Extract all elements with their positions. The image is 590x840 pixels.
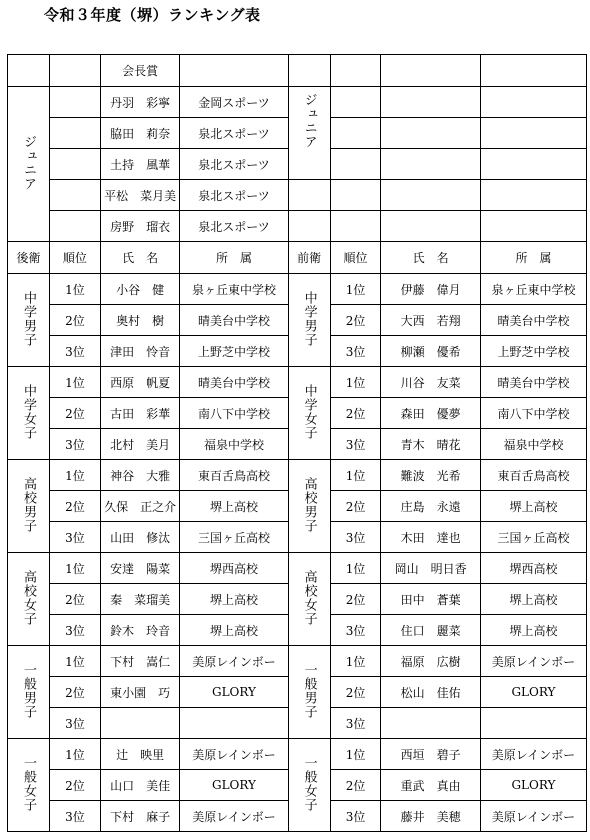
back-player-affiliation: 南八下中学校	[180, 398, 288, 429]
rank-cell: 2位	[49, 491, 100, 522]
award-empty-cell	[381, 180, 480, 211]
front-player-affiliation: GLORY	[480, 770, 586, 801]
award-empty-cell	[288, 211, 330, 242]
category-label: 高校女子	[20, 569, 36, 626]
ranking-row	[8, 460, 587, 491]
award-empty-cell	[480, 211, 586, 242]
back-player-affiliation: 堺西高校	[180, 553, 288, 584]
back-player-name	[100, 708, 180, 739]
award-empty-cell	[480, 87, 586, 118]
category-label-cell-right	[288, 367, 330, 460]
category-label-cell	[8, 553, 50, 646]
ranking-table	[7, 54, 587, 832]
award-empty-cell	[381, 149, 480, 180]
rank-cell: 1位	[49, 739, 100, 770]
award-header: 会長賞	[100, 55, 180, 87]
back-player-affiliation: 上野芝中学校	[180, 336, 288, 367]
award-name: 脇田 莉奈	[100, 118, 180, 149]
front-player-name	[381, 708, 480, 739]
rank-cell-right: 1位	[330, 646, 381, 677]
front-player-affiliation: 堺上高校	[480, 491, 586, 522]
back-player-affiliation: 美原レインボー	[180, 646, 288, 677]
category-label-right: 高校男子	[301, 476, 317, 533]
front-player-name: 木田 達也	[381, 522, 480, 553]
award-empty-cell	[49, 149, 100, 180]
front-player-name: 難波 光希	[381, 460, 480, 491]
back-player-affiliation: 三国ヶ丘高校	[180, 522, 288, 553]
rank-cell: 2位	[49, 677, 100, 708]
back-player-name: 神谷 大雅	[100, 460, 180, 491]
rank-cell-right: 2位	[330, 677, 381, 708]
back-player-name: 山口 美佳	[100, 770, 180, 801]
back-player-name: 辻 映里	[100, 739, 180, 770]
back-player-affiliation: GLORY	[180, 770, 288, 801]
rank-cell-right: 2位	[330, 398, 381, 429]
front-player-name: 庄島 永遠	[381, 491, 480, 522]
award-empty-cell	[49, 211, 100, 242]
front-player-affiliation: 美原レインボー	[480, 801, 586, 832]
back-player-affiliation: 泉ヶ丘東中学校	[180, 274, 288, 305]
front-player-affiliation: 美原レインボー	[480, 739, 586, 770]
back-player-affiliation: 東百舌鳥高校	[180, 460, 288, 491]
category-label-cell-right	[288, 646, 330, 739]
back-player-name: 西原 帆夏	[100, 367, 180, 398]
back-player-affiliation: GLORY	[180, 677, 288, 708]
front-player-affiliation: 泉ヶ丘東中学校	[480, 274, 586, 305]
front-player-affiliation: 東百舌鳥高校	[480, 460, 586, 491]
rank-cell: 1位	[49, 460, 100, 491]
rank-cell: 1位	[49, 553, 100, 584]
front-player-affiliation: 福泉中学校	[480, 429, 586, 460]
back-player-name: 秦 菜瑠美	[100, 584, 180, 615]
front-player-name: 田中 蒼葉	[381, 584, 480, 615]
rank-cell: 3位	[49, 615, 100, 646]
back-player-affiliation: 晴美台中学校	[180, 367, 288, 398]
front-player-affiliation	[480, 708, 586, 739]
front-player-name: 川谷 友菜	[381, 367, 480, 398]
award-affiliation: 泉北スポーツ	[180, 180, 288, 211]
award-empty-cell	[49, 118, 100, 149]
back-player-name: 東小園 巧	[100, 677, 180, 708]
front-player-affiliation: 上野芝中学校	[480, 336, 586, 367]
rank-cell-right: 1位	[330, 553, 381, 584]
category-label-cell-right	[288, 274, 330, 367]
award-empty-cell	[330, 87, 381, 118]
rank-cell-right: 2位	[330, 305, 381, 336]
award-empty-cell	[381, 118, 480, 149]
category-label-right: 中学女子	[301, 383, 317, 440]
rank-cell-right: 3位	[330, 336, 381, 367]
award-affiliation: 金岡スポーツ	[180, 87, 288, 118]
ranking-row	[8, 274, 587, 305]
rank-cell: 1位	[49, 274, 100, 305]
rank-cell-right: 3位	[330, 708, 381, 739]
name-header: 氏 名	[100, 242, 180, 274]
rank-cell: 3位	[49, 429, 100, 460]
award-group-label: ジュニア	[20, 134, 36, 191]
front-player-name: 青木 晴花	[381, 429, 480, 460]
award-group-label-cell	[8, 87, 50, 242]
name-header-right: 氏 名	[381, 242, 480, 274]
left-position-header: 後衛	[8, 242, 50, 274]
award-empty-cell	[330, 180, 381, 211]
rank-cell-right: 1位	[330, 367, 381, 398]
category-label-right: 中学男子	[301, 290, 317, 347]
award-empty-cell	[480, 149, 586, 180]
back-player-name: 鈴木 玲音	[100, 615, 180, 646]
rank-cell-right: 1位	[330, 460, 381, 491]
front-player-affiliation: 堺上高校	[480, 615, 586, 646]
category-label: 一般女子	[20, 755, 36, 812]
front-player-name: 住口 麗菜	[381, 615, 480, 646]
award-affiliation: 泉北スポーツ	[180, 118, 288, 149]
award-affiliation: 泉北スポーツ	[180, 149, 288, 180]
category-label: 中学男子	[20, 290, 36, 347]
award-name: 房野 瑠衣	[100, 211, 180, 242]
back-player-affiliation: 堺上高校	[180, 584, 288, 615]
back-player-affiliation: 美原レインボー	[180, 739, 288, 770]
back-player-name: 久保 正之介	[100, 491, 180, 522]
award-empty-cell	[49, 87, 100, 118]
back-player-name: 安達 陽菜	[100, 553, 180, 584]
back-player-name: 山田 修汰	[100, 522, 180, 553]
ranking-row	[8, 646, 587, 677]
rank-cell: 1位	[49, 646, 100, 677]
ranking-row	[8, 553, 587, 584]
front-player-name: 西垣 碧子	[381, 739, 480, 770]
category-label-cell-right	[288, 460, 330, 553]
ranking-row	[8, 739, 587, 770]
back-player-name: 奥村 樹	[100, 305, 180, 336]
rank-cell: 2位	[49, 770, 100, 801]
award-name: 土持 風華	[100, 149, 180, 180]
award-name: 平松 菜月美	[100, 180, 180, 211]
front-player-name: 藤井 美穂	[381, 801, 480, 832]
award-empty-cell	[288, 180, 330, 211]
award-header-row	[8, 55, 587, 87]
category-label-cell	[8, 367, 50, 460]
back-player-name: 下村 麻子	[100, 801, 180, 832]
back-player-name: 北村 美月	[100, 429, 180, 460]
category-label-cell	[8, 274, 50, 367]
award-affiliation: 泉北スポーツ	[180, 211, 288, 242]
rank-cell-right: 3位	[330, 615, 381, 646]
award-row	[8, 180, 587, 211]
rank-cell-right: 1位	[330, 739, 381, 770]
column-header-row	[8, 242, 587, 274]
front-player-affiliation: 晴美台中学校	[480, 305, 586, 336]
rank-cell: 3位	[49, 522, 100, 553]
award-name: 丹羽 彩寧	[100, 87, 180, 118]
front-player-affiliation: GLORY	[480, 677, 586, 708]
back-player-affiliation: 美原レインボー	[180, 801, 288, 832]
back-player-affiliation: 堺上高校	[180, 615, 288, 646]
front-player-affiliation: 晴美台中学校	[480, 367, 586, 398]
rank-cell-right: 2位	[330, 491, 381, 522]
award-empty-cell	[480, 118, 586, 149]
rank-cell: 3位	[49, 708, 100, 739]
award-empty-cell	[330, 118, 381, 149]
affiliation-header: 所 属	[180, 242, 288, 274]
rank-header-right: 順位	[330, 242, 381, 274]
rank-cell: 1位	[49, 367, 100, 398]
award-empty-cell	[480, 180, 586, 211]
front-player-name: 大西 若翔	[381, 305, 480, 336]
rank-cell-right: 2位	[330, 770, 381, 801]
rank-cell: 3位	[49, 801, 100, 832]
category-label: 高校男子	[20, 476, 36, 533]
award-empty-cell	[381, 211, 480, 242]
rank-cell: 2位	[49, 305, 100, 336]
back-player-name: 古田 彩華	[100, 398, 180, 429]
back-player-name: 津田 怜音	[100, 336, 180, 367]
category-label-cell-right	[288, 553, 330, 646]
back-player-affiliation: 堺上高校	[180, 491, 288, 522]
category-label-right: 高校女子	[301, 569, 317, 626]
front-player-affiliation: 南八下中学校	[480, 398, 586, 429]
front-player-affiliation: 堺上高校	[480, 584, 586, 615]
category-label-right: 一般女子	[301, 755, 317, 812]
award-right-group-label: ジュニア	[301, 93, 317, 149]
rank-cell: 3位	[49, 336, 100, 367]
page-title: 令和３年度（堺）ランキング表	[44, 6, 261, 24]
front-player-affiliation: 三国ヶ丘高校	[480, 522, 586, 553]
award-right-group-label-cell	[288, 87, 330, 180]
back-player-affiliation	[180, 708, 288, 739]
back-player-name: 小谷 健	[100, 274, 180, 305]
rank-cell-right: 2位	[330, 584, 381, 615]
front-player-name: 福原 広樹	[381, 646, 480, 677]
rank-cell: 2位	[49, 584, 100, 615]
category-label-cell	[8, 739, 50, 832]
rank-cell-right: 3位	[330, 429, 381, 460]
category-label-right: 一般男子	[301, 662, 317, 719]
award-empty-cell	[49, 180, 100, 211]
award-empty-cell	[330, 149, 381, 180]
back-player-affiliation: 福泉中学校	[180, 429, 288, 460]
category-label: 中学女子	[20, 383, 36, 440]
front-player-name: 柳瀬 優希	[381, 336, 480, 367]
back-player-name: 下村 嵩仁	[100, 646, 180, 677]
award-row	[8, 211, 587, 242]
award-empty-cell	[330, 211, 381, 242]
category-label-cell	[8, 460, 50, 553]
category-label-cell-right	[288, 739, 330, 832]
front-player-name: 岡山 明日香	[381, 553, 480, 584]
ranking-row	[8, 367, 587, 398]
front-player-name: 森田 優夢	[381, 398, 480, 429]
front-player-name: 重武 真由	[381, 770, 480, 801]
category-label-cell	[8, 646, 50, 739]
award-row	[8, 87, 587, 118]
rank-header: 順位	[49, 242, 100, 274]
front-player-name: 伊藤 偉月	[381, 274, 480, 305]
front-player-affiliation: 堺西高校	[480, 553, 586, 584]
affiliation-header-right: 所 属	[480, 242, 586, 274]
award-empty-cell	[381, 87, 480, 118]
rank-cell: 2位	[49, 398, 100, 429]
back-player-affiliation: 晴美台中学校	[180, 305, 288, 336]
front-player-affiliation: 美原レインボー	[480, 646, 586, 677]
rank-cell-right: 3位	[330, 801, 381, 832]
rank-cell-right: 1位	[330, 274, 381, 305]
right-position-header: 前衛	[288, 242, 330, 274]
category-label: 一般男子	[20, 662, 36, 719]
rank-cell-right: 3位	[330, 522, 381, 553]
front-player-name: 松山 佳佑	[381, 677, 480, 708]
